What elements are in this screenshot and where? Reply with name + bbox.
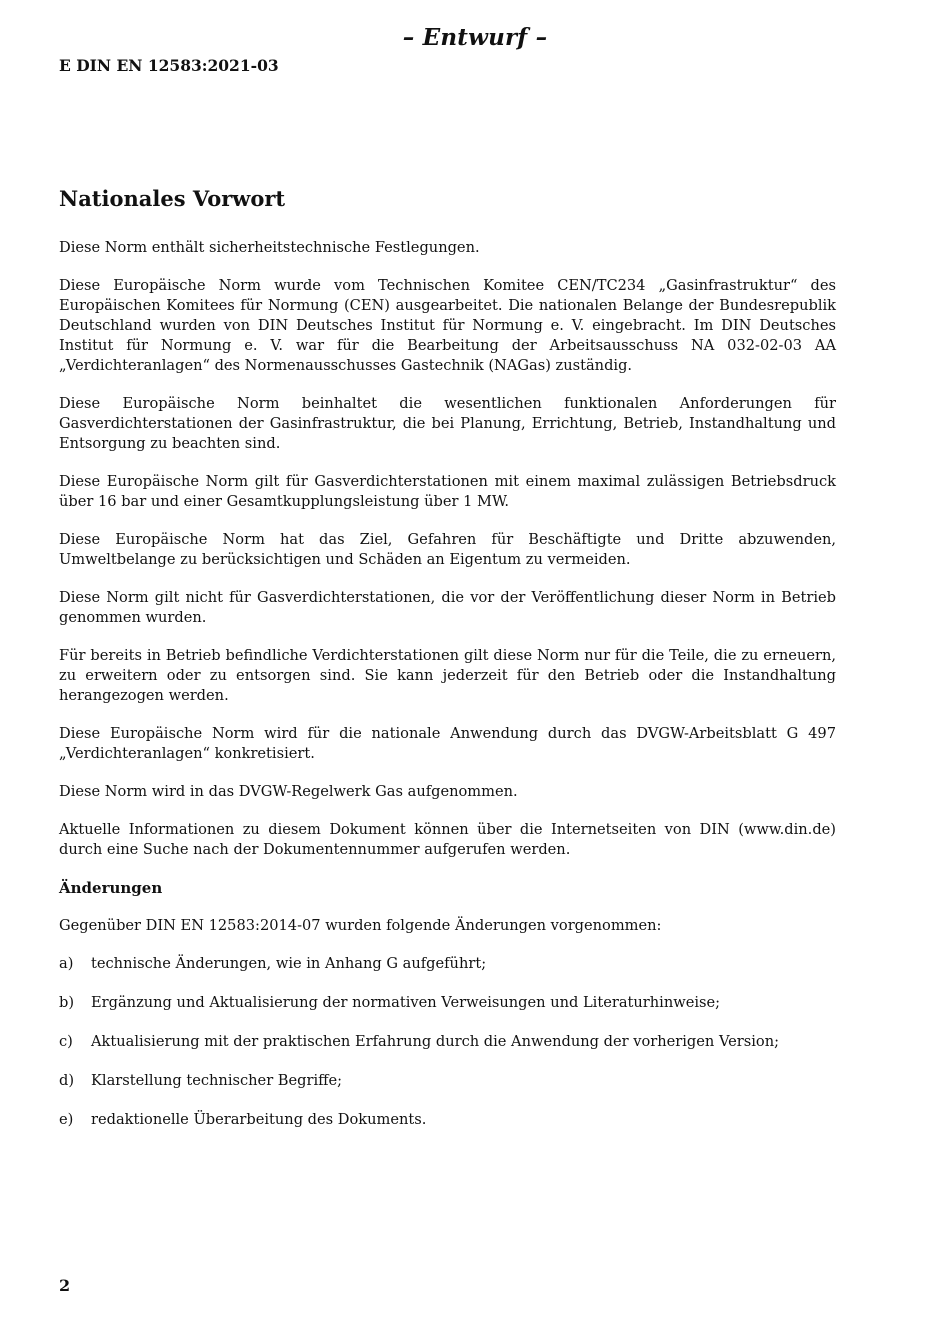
paragraph: Diese Europäische Norm wird für die nationale Anwendung durch das DVGW-Arbeitsblatt G 497 „Verdichteranlagen“ konkretisiert. — [59, 725, 836, 763]
list-item-text: Ergänzung und Aktualisierung der normativen Verweisungen und Literaturhinweise; — [91, 994, 721, 1012]
list-item-text: redaktionelle Überarbeitung des Dokuments. — [91, 1111, 427, 1129]
draft-watermark: – Entwurf – — [402, 24, 548, 51]
list-item-text: Aktualisierung mit der praktischen Erfahrung durch die Anwendung der vorherigen Version; — [91, 1033, 780, 1051]
changes-heading: Änderungen — [59, 879, 163, 898]
paragraph: Diese Europäische Norm beinhaltet die wesentlichen funktionalen Anforderungen für Gasverdichterstationen der Gasinfrastruktur, die bei Planung, Errichtung, Betrieb, Instandhaltung und Entsorgung zu beachten sind. — [59, 395, 836, 453]
changes-intro: Gegenüber DIN EN 12583:2014-07 wurden folgende Änderungen vorgenommen: — [59, 917, 662, 935]
list-item — [59, 1032, 836, 1052]
list-item — [59, 1071, 836, 1091]
list-item-text: technische Änderungen, wie in Anhang G aufgeführt; — [91, 955, 487, 973]
document-identifier: E DIN EN 12583:2021-03 — [59, 56, 279, 75]
list-item — [59, 954, 836, 974]
page-number: 2 — [59, 1276, 71, 1295]
changes-list — [59, 954, 836, 1130]
paragraph: Für bereits in Betrieb befindliche Verdichterstationen gilt diese Norm nur für die Teile, die zu erneuern, zu erweitern oder zu entsorgen sind. Sie kann jederzeit für den Betrieb oder die Instandhaltung herangezogen werden. — [59, 647, 836, 705]
list-marker: b) — [59, 994, 75, 1012]
list-marker: e) — [59, 1111, 74, 1129]
list-item — [59, 1110, 836, 1130]
list-marker: a) — [59, 955, 74, 973]
paragraph: Aktuelle Informationen zu diesem Dokument können über die Internetseiten von DIN (www.din.de) durch eine Suche nach der Dokumentennummer aufgerufen werden. — [59, 821, 836, 859]
paragraph: Diese Norm gilt nicht für Gasverdichterstationen, die vor der Veröffentlichung dieser Norm in Betrieb genommen wurden. — [59, 589, 836, 627]
paragraph: Diese Europäische Norm hat das Ziel, Gefahren für Beschäftigte und Dritte abzuwenden, Umweltbelange zu berücksichtigen und Schäden an Eigentum zu vermeiden. — [59, 531, 836, 569]
paragraph: Diese Norm enthält sicherheitstechnische Festlegungen. — [59, 239, 480, 257]
list-marker: c) — [59, 1033, 73, 1051]
list-item — [59, 993, 836, 1013]
section-title: Nationales Vorwort — [59, 186, 286, 211]
list-marker: d) — [59, 1072, 75, 1090]
paragraph: Diese Norm wird in das DVGW-Regelwerk Gas aufgenommen. — [59, 783, 518, 801]
paragraph: Diese Europäische Norm gilt für Gasverdichterstationen mit einem maximal zulässigen Betriebsdruck über 16 bar und einer Gesamtkupplungsleistung über 1 MW. — [59, 473, 836, 511]
list-item-text: Klarstellung technischer Begriffe; — [91, 1072, 343, 1090]
paragraph: Diese Europäische Norm wurde vom Technischen Komitee CEN/TC234 „Gasinfrastruktur“ des Europäischen Komitees für Normung (CEN) ausgearbeitet. Die nationalen Belange der Bundesrepublik Deutschland wurden von DIN Deutsches Institut für Normung e. V. eingebracht. Im DIN Deutsches Institut für Normung e. V. war für die Bearbeitung der Arbeitsausschuss NA 032-02-03 AA „Verdichteranlagen“ des Normenausschusses Gastechnik (NAGas) zuständig. — [59, 277, 836, 375]
page-content — [59, 186, 836, 1149]
